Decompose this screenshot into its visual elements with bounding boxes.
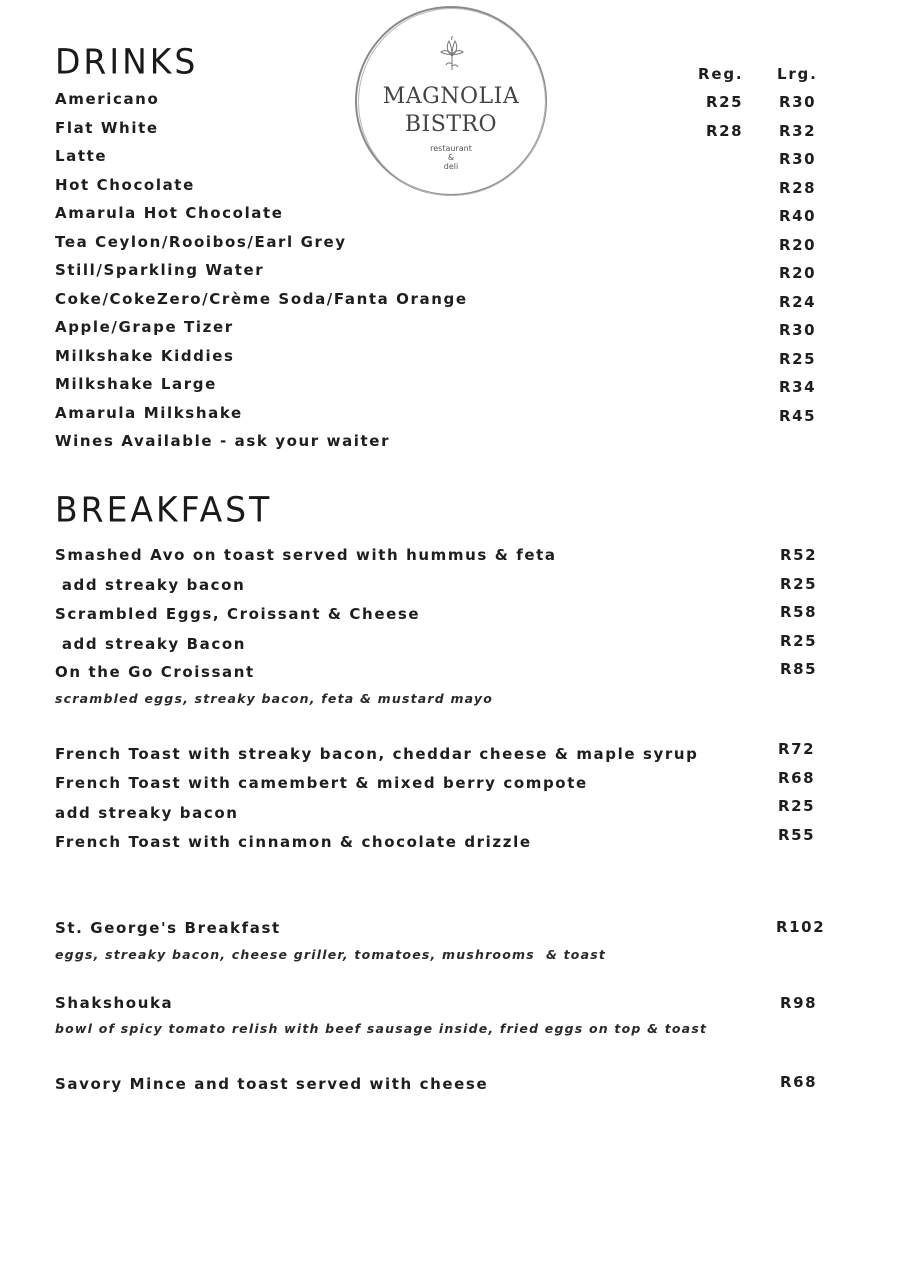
breakfast-item-price: R25 [780,632,818,650]
drink-item-lrg-price: R30 [779,93,817,111]
drink-item-name: Still/Sparkling Water [55,261,265,279]
drink-item-name: Americano [55,90,160,108]
breakfast-item-price: R85 [780,660,818,678]
drink-item-name: Amarula Milkshake [55,404,243,422]
drink-item-name: Milkshake Kiddies [55,347,235,365]
breakfast-item-price: R68 [778,769,816,787]
drink-item-name: Hot Chocolate [55,176,195,194]
breakfast-item-name: St. George's Breakfast [55,919,281,937]
drink-item-lrg-price: R34 [779,378,817,396]
breakfast-item-price: R102 [776,918,826,936]
drink-item-lrg-price: R40 [779,207,817,225]
breakfast-item-description: scrambled eggs, streaky bacon, feta & mustard mayo [55,691,494,706]
drink-item-name: Apple/Grape Tizer [55,318,234,336]
drink-item-lrg-price: R28 [779,179,817,197]
drink-item-name: Latte [55,147,108,165]
drink-item-lrg-price: R24 [779,293,817,311]
breakfast-item-name: French Toast with camembert & mixed berry compote [55,774,588,792]
logo-name-line2: BISTRO [404,112,498,137]
drinks-col-regular: Reg. [698,65,744,83]
drink-item-name: Wines Available - ask your waiter [55,432,391,450]
drink-item-reg-price: R28 [706,122,744,140]
logo-tagline-deli: deli [443,162,459,171]
breakfast-item-name: add streaky bacon [55,576,246,594]
logo-tagline-ampersand: & [447,153,455,162]
breakfast-item-description: eggs, streaky bacon, cheese griller, tomatoes, mushrooms & toast [55,947,607,962]
drink-item-name: Coke/CokeZero/Crème Soda/Fanta Orange [55,290,468,308]
breakfast-item-price: R25 [778,797,816,815]
breakfast-item-price: R52 [780,546,818,564]
drink-item-name: Tea Ceylon/Rooibos/Earl Grey [55,233,347,251]
drink-item-lrg-price: R30 [779,321,817,339]
breakfast-item-name: Savory Mince and toast served with cheese [55,1075,489,1093]
drink-item-lrg-price: R20 [779,264,817,282]
breakfast-item-name: add streaky Bacon [55,635,247,653]
breakfast-item-description: bowl of spicy tomato relish with beef sausage inside, fried eggs on top & toast [55,1021,708,1036]
breakfast-item-price: R25 [780,575,818,593]
breakfast-item-price: R58 [780,603,818,621]
logo-tagline-restaurant: restaurant [430,144,472,153]
drink-item-lrg-price: R20 [779,236,817,254]
logo-name-line1: MAGNOLIA [382,84,520,109]
drink-item-name: Amarula Hot Chocolate [55,204,284,222]
magnolia-flower-icon [439,36,465,76]
breakfast-heading: BREAKFAST [55,489,273,530]
drink-item-name: Milkshake Large [55,375,217,393]
drink-item-reg-price: R25 [706,93,744,111]
drink-item-name: Flat White [55,119,159,137]
breakfast-item-name: French Toast with streaky bacon, cheddar cheese & maple syrup [55,745,699,763]
magnolia-bistro-logo [355,6,547,196]
breakfast-item-name: Smashed Avo on toast served with hummus & feta [55,546,557,564]
drink-item-lrg-price: R30 [779,150,817,168]
breakfast-item-name: French Toast with cinnamon & chocolate drizzle [55,833,532,851]
breakfast-item-price: R72 [778,740,816,758]
drinks-col-large: Lrg. [777,65,818,83]
breakfast-item-name: Shakshouka [55,994,174,1012]
breakfast-item-name: On the Go Croissant [55,663,255,681]
breakfast-item-name: Scrambled Eggs, Croissant & Cheese [55,605,421,623]
drinks-heading: DRINKS [55,41,199,82]
breakfast-item-price: R98 [780,994,818,1012]
drink-item-lrg-price: R25 [779,350,817,368]
breakfast-item-name: add streaky bacon [55,804,239,822]
breakfast-item-price: R55 [778,826,816,844]
breakfast-item-price: R68 [780,1073,818,1091]
drink-item-lrg-price: R32 [779,122,817,140]
drink-item-lrg-price: R45 [779,407,817,425]
